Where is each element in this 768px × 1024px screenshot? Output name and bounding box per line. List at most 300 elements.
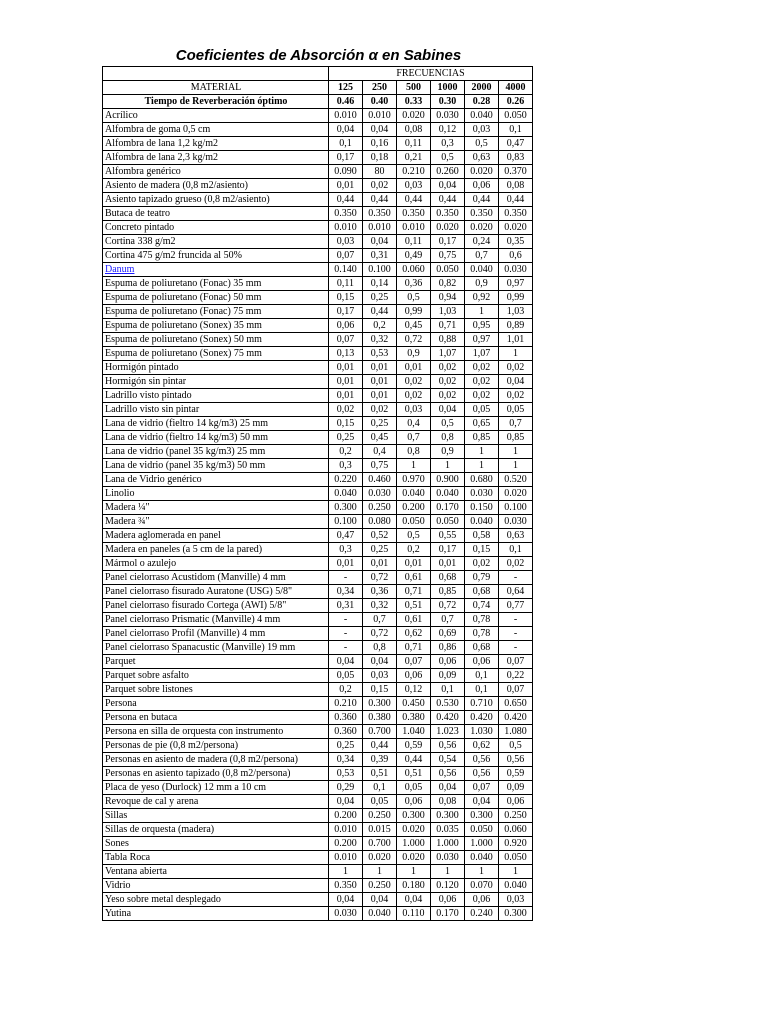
coefficient-cell: 0.020: [499, 221, 533, 235]
coefficient-cell: 1: [465, 305, 499, 319]
coefficient-cell: 0,72: [363, 627, 397, 641]
coefficient-cell: -: [499, 641, 533, 655]
coefficient-cell: 0,99: [397, 305, 431, 319]
coefficient-cell: -: [499, 571, 533, 585]
coefficient-cell: 0,03: [465, 123, 499, 137]
coefficient-cell: 0,1: [499, 543, 533, 557]
coefficient-cell: 0,1: [329, 137, 363, 151]
table-row: [103, 375, 533, 389]
coefficient-cell: 0,07: [499, 683, 533, 697]
coefficient-cell: 0.200: [329, 809, 363, 823]
coefficient-cell: 0,04: [329, 655, 363, 669]
coefficient-cell: 1,03: [499, 305, 533, 319]
coefficient-cell: 0,06: [465, 655, 499, 669]
coefficient-cell: 0,78: [465, 613, 499, 627]
coefficient-cell: 0.050: [499, 851, 533, 865]
table-row: [103, 263, 533, 277]
coefficient-cell: 0.300: [329, 501, 363, 515]
coefficient-cell: 0.050: [465, 823, 499, 837]
coefficient-cell: 0,08: [431, 795, 465, 809]
table-row: [103, 865, 533, 879]
material-name: Acrílico: [103, 109, 329, 123]
coefficient-cell: 0,34: [329, 753, 363, 767]
coefficient-cell: 0,68: [465, 585, 499, 599]
coefficient-cell: 0,01: [329, 557, 363, 571]
coefficient-cell: 0,07: [499, 655, 533, 669]
coefficient-cell: 0,3: [431, 137, 465, 151]
coefficient-cell: 0,62: [397, 627, 431, 641]
coefficient-cell: 0,5: [397, 529, 431, 543]
coefficient-cell: 0,51: [397, 767, 431, 781]
coefficient-cell: 0.250: [363, 809, 397, 823]
coefficient-cell: 0,08: [397, 123, 431, 137]
coefficient-cell: 1,01: [499, 333, 533, 347]
material-name: Persona: [103, 697, 329, 711]
coefficient-cell: 0,22: [499, 669, 533, 683]
coefficient-cell: 0.020: [499, 487, 533, 501]
coefficient-cell: 0.020: [465, 221, 499, 235]
coefficient-cell: 0,6: [499, 249, 533, 263]
table-row: [103, 529, 533, 543]
coefficient-cell: 1.030: [465, 725, 499, 739]
table-row: [103, 179, 533, 193]
coefficient-cell: 0,92: [465, 291, 499, 305]
coefficient-cell: 0,5: [431, 151, 465, 165]
coefficient-cell: 0,02: [431, 375, 465, 389]
coefficient-cell: 0,1: [465, 669, 499, 683]
table-row: [103, 725, 533, 739]
coefficient-cell: 0,01: [329, 361, 363, 375]
material-name: [103, 263, 329, 277]
coefficient-cell: 0.140: [329, 263, 363, 277]
absorption-table: [102, 66, 533, 921]
coefficient-cell: 0,25: [363, 543, 397, 557]
coefficient-cell: 0,8: [431, 431, 465, 445]
coefficient-cell: 0,02: [465, 375, 499, 389]
coefficient-cell: 0,88: [431, 333, 465, 347]
coefficient-cell: 0,78: [465, 627, 499, 641]
coefficient-cell: 0.920: [499, 837, 533, 851]
coefficient-cell: 0,15: [465, 543, 499, 557]
coefficient-cell: 0,51: [363, 767, 397, 781]
coefficient-cell: 0.050: [431, 263, 465, 277]
coefficient-cell: 0,02: [499, 557, 533, 571]
material-name: Alfombra de goma 0,5 cm: [103, 123, 329, 137]
header-row-material: [103, 81, 533, 95]
coefficient-cell: 0,02: [499, 361, 533, 375]
coefficient-cell: 0,25: [329, 739, 363, 753]
coefficient-cell: 0,12: [431, 123, 465, 137]
coefficient-cell: 0.040: [431, 487, 465, 501]
coefficient-cell: 0,01: [329, 179, 363, 193]
optimo-value: 0.46: [329, 95, 363, 109]
coefficient-cell: 1: [329, 865, 363, 879]
coefficient-cell: 0,47: [329, 529, 363, 543]
coefficient-cell: 0.180: [397, 879, 431, 893]
coefficient-cell: 0,69: [431, 627, 465, 641]
coefficient-cell: 0,44: [363, 193, 397, 207]
coefficient-cell: 0.020: [397, 851, 431, 865]
coefficient-cell: 0.010: [363, 109, 397, 123]
coefficient-cell: 1.000: [431, 837, 465, 851]
coefficient-cell: 0.010: [329, 823, 363, 837]
material-name: Personas en asiento de madera (0,8 m2/persona): [103, 753, 329, 767]
coefficient-cell: 0.100: [329, 515, 363, 529]
coefficient-cell: 0,02: [499, 389, 533, 403]
coefficient-cell: 0.170: [431, 501, 465, 515]
table-row: [103, 683, 533, 697]
coefficient-cell: 0,17: [329, 305, 363, 319]
coefficient-cell: 0,15: [329, 417, 363, 431]
coefficient-cell: 0,7: [397, 431, 431, 445]
coefficient-cell: 0.020: [397, 109, 431, 123]
table-row: [103, 249, 533, 263]
coefficient-cell: 0,02: [397, 389, 431, 403]
coefficient-cell: 0.900: [431, 473, 465, 487]
coefficient-cell: 0,52: [363, 529, 397, 543]
table-row: [103, 501, 533, 515]
header-freq: 500: [397, 81, 431, 95]
table-row: [103, 431, 533, 445]
coefficient-cell: 0.240: [465, 907, 499, 921]
material-name: Lana de vidrio (fieltro 14 kg/m3) 50 mm: [103, 431, 329, 445]
coefficient-cell: 0,07: [465, 781, 499, 795]
coefficient-cell: 0,1: [431, 683, 465, 697]
coefficient-cell: 0,06: [329, 319, 363, 333]
coefficient-cell: 0,01: [363, 389, 397, 403]
coefficient-cell: 0.350: [329, 207, 363, 221]
coefficient-cell: 0.040: [465, 109, 499, 123]
table-row: [103, 641, 533, 655]
table-row: [103, 907, 533, 921]
header-freq: 4000: [499, 81, 533, 95]
coefficient-cell: 0,85: [465, 431, 499, 445]
coefficient-cell: 1.000: [465, 837, 499, 851]
coefficient-cell: 0,56: [499, 753, 533, 767]
coefficient-cell: 0.350: [363, 207, 397, 221]
coefficient-cell: 0.015: [363, 823, 397, 837]
table-row: [103, 319, 533, 333]
table-row: [103, 739, 533, 753]
coefficient-cell: 0,61: [397, 613, 431, 627]
coefficient-cell: 0,54: [431, 753, 465, 767]
material-name: Hormigón sin pintar: [103, 375, 329, 389]
coefficient-cell: 0.120: [431, 879, 465, 893]
coefficient-cell: 0,02: [431, 389, 465, 403]
coefficient-cell: 0,04: [363, 123, 397, 137]
coefficient-cell: 0,06: [431, 655, 465, 669]
coefficient-cell: 0,01: [329, 389, 363, 403]
coefficient-cell: 0.150: [465, 501, 499, 515]
material-name: Madera ¾": [103, 515, 329, 529]
table-row: [103, 809, 533, 823]
coefficient-cell: 0,15: [329, 291, 363, 305]
coefficient-cell: 0,09: [431, 669, 465, 683]
coefficient-cell: 0,17: [431, 543, 465, 557]
optimo-value: 0.33: [397, 95, 431, 109]
material-name: Yeso sobre metal desplegado: [103, 893, 329, 907]
coefficient-cell: 0,17: [329, 151, 363, 165]
material-name: Sillas de orquesta (madera): [103, 823, 329, 837]
coefficient-cell: 0,02: [397, 375, 431, 389]
header-freq: 125: [329, 81, 363, 95]
coefficient-cell: 0,04: [397, 893, 431, 907]
coefficient-cell: 0.350: [499, 207, 533, 221]
material-name: Linolio: [103, 487, 329, 501]
coefficient-cell: 0,7: [465, 249, 499, 263]
coefficient-cell: 0,94: [431, 291, 465, 305]
material-name: Sones: [103, 837, 329, 851]
coefficient-cell: 0,24: [465, 235, 499, 249]
coefficient-cell: 0,56: [465, 767, 499, 781]
material-name: Panel cielorraso Spanacustic (Manville) 19 mm: [103, 641, 329, 655]
table-row: [103, 137, 533, 151]
coefficient-cell: 0,05: [465, 403, 499, 417]
coefficient-cell: 0,06: [397, 795, 431, 809]
coefficient-cell: 0.040: [363, 907, 397, 921]
coefficient-cell: 0.250: [363, 501, 397, 515]
coefficient-cell: 0,44: [363, 305, 397, 319]
material-name: Espuma de poliuretano (Fonac) 75 mm: [103, 305, 329, 319]
document-title: Coeficientes de Absorción α en Sabines: [175, 47, 462, 64]
coefficient-cell: 0.350: [329, 879, 363, 893]
coefficient-cell: 0.010: [397, 221, 431, 235]
coefficient-cell: 0.210: [329, 697, 363, 711]
coefficient-cell: 0,72: [431, 599, 465, 613]
coefficient-cell: 0,75: [363, 459, 397, 473]
table-row: [103, 473, 533, 487]
coefficient-cell: 0,02: [465, 361, 499, 375]
coefficient-cell: 0,34: [329, 585, 363, 599]
coefficient-cell: 0,86: [431, 641, 465, 655]
coefficient-cell: 0.020: [431, 221, 465, 235]
coefficient-cell: 1.080: [499, 725, 533, 739]
coefficient-cell: 0,44: [499, 193, 533, 207]
coefficient-cell: 0,49: [397, 249, 431, 263]
coefficient-cell: 0,18: [363, 151, 397, 165]
coefficient-cell: 0,44: [363, 739, 397, 753]
coefficient-cell: 0,1: [499, 123, 533, 137]
coefficient-cell: 0,05: [329, 669, 363, 683]
coefficient-cell: 0,79: [465, 571, 499, 585]
coefficient-cell: 0,4: [363, 445, 397, 459]
coefficient-cell: 0,04: [363, 893, 397, 907]
coefficient-cell: 1,03: [431, 305, 465, 319]
coefficient-cell: 0.200: [329, 837, 363, 851]
coefficient-cell: 0,71: [397, 585, 431, 599]
table-row: [103, 235, 533, 249]
coefficient-cell: 1: [499, 347, 533, 361]
coefficient-cell: 0,09: [499, 781, 533, 795]
coefficient-cell: 0,64: [499, 585, 533, 599]
coefficient-cell: 0,29: [329, 781, 363, 795]
material-name: Parquet: [103, 655, 329, 669]
coefficient-cell: 0,32: [363, 333, 397, 347]
coefficient-cell: 0.420: [499, 711, 533, 725]
material-name: Lana de vidrio (panel 35 kg/m3) 50 mm: [103, 459, 329, 473]
table-row: [103, 165, 533, 179]
coefficient-cell: 0,11: [329, 277, 363, 291]
coefficient-cell: 0,47: [499, 137, 533, 151]
coefficient-cell: 0,25: [363, 417, 397, 431]
coefficient-cell: 0,53: [329, 767, 363, 781]
coefficient-cell: 1: [499, 459, 533, 473]
coefficient-cell: 0.100: [363, 263, 397, 277]
coefficient-cell: 0,06: [431, 893, 465, 907]
coefficient-cell: 0,16: [363, 137, 397, 151]
coefficient-cell: 0,56: [431, 739, 465, 753]
coefficient-cell: 0,44: [329, 193, 363, 207]
coefficient-cell: -: [499, 613, 533, 627]
coefficient-cell: 1: [499, 445, 533, 459]
coefficient-cell: 0.060: [397, 263, 431, 277]
coefficient-cell: 1: [397, 459, 431, 473]
coefficient-cell: 0,32: [363, 599, 397, 613]
coefficient-cell: 0,03: [499, 893, 533, 907]
material-name: Revoque de cal y arena: [103, 795, 329, 809]
coefficient-cell: 1.040: [397, 725, 431, 739]
coefficient-cell: 0,5: [465, 137, 499, 151]
coefficient-cell: 0.050: [431, 515, 465, 529]
coefficient-cell: 0,02: [465, 389, 499, 403]
coefficient-cell: 0.300: [397, 809, 431, 823]
table-row: [103, 291, 533, 305]
coefficient-cell: 0,2: [329, 445, 363, 459]
table-row: [103, 417, 533, 431]
coefficient-cell: 0,44: [431, 193, 465, 207]
material-name: Cortina 338 g/m2: [103, 235, 329, 249]
coefficient-cell: 1.000: [397, 837, 431, 851]
coefficient-cell: 0,02: [465, 557, 499, 571]
coefficient-cell: 0.050: [397, 515, 431, 529]
coefficient-cell: 0,12: [397, 683, 431, 697]
coefficient-cell: 0.300: [431, 809, 465, 823]
coefficient-cell: 0.060: [499, 823, 533, 837]
optimo-row: [103, 95, 533, 109]
coefficient-cell: 1,07: [431, 347, 465, 361]
material-name: Espuma de poliuretano (Fonac) 50 mm: [103, 291, 329, 305]
material-name: Personas de pie (0,8 m2/persona): [103, 739, 329, 753]
table-row: [103, 515, 533, 529]
coefficient-cell: 0,01: [363, 375, 397, 389]
coefficient-cell: 0,3: [329, 459, 363, 473]
coefficient-cell: -: [329, 613, 363, 627]
material-name: Ladrillo visto sin pintar: [103, 403, 329, 417]
coefficient-cell: 0.010: [329, 109, 363, 123]
coefficient-cell: 0.040: [465, 515, 499, 529]
coefficient-cell: 0,05: [397, 781, 431, 795]
coefficient-cell: 0.200: [397, 501, 431, 515]
coefficient-cell: 0.700: [363, 725, 397, 739]
coefficient-cell: 0,71: [431, 319, 465, 333]
material-name: Panel cielorraso Acustidom (Manville) 4 mm: [103, 571, 329, 585]
coefficient-cell: 0,2: [329, 683, 363, 697]
coefficient-cell: 0,68: [465, 641, 499, 655]
coefficient-cell: 0.070: [465, 879, 499, 893]
coefficient-cell: 0,62: [465, 739, 499, 753]
coefficient-cell: 0.650: [499, 697, 533, 711]
coefficient-cell: 0,01: [363, 557, 397, 571]
table-row: [103, 109, 533, 123]
table-row: [103, 151, 533, 165]
coefficient-cell: 0.350: [397, 207, 431, 221]
material-name: Espuma de poliuretano (Sonex) 50 mm: [103, 333, 329, 347]
table-row: [103, 347, 533, 361]
coefficient-cell: 0,5: [499, 739, 533, 753]
coefficient-cell: 1: [465, 459, 499, 473]
table-row: [103, 221, 533, 235]
coefficient-cell: 0.080: [363, 515, 397, 529]
table-row: [103, 795, 533, 809]
coefficient-cell: 0,04: [465, 795, 499, 809]
material-name: Vidrio: [103, 879, 329, 893]
coefficient-cell: 0,95: [465, 319, 499, 333]
coefficient-cell: 0,04: [431, 179, 465, 193]
coefficient-cell: 0,01: [329, 375, 363, 389]
coefficient-cell: 0,65: [465, 417, 499, 431]
material-name: Mármol o azulejo: [103, 557, 329, 571]
coefficient-cell: 0.020: [397, 823, 431, 837]
coefficient-cell: 0,3: [329, 543, 363, 557]
coefficient-cell: 0,56: [431, 767, 465, 781]
header-freq: 250: [363, 81, 397, 95]
coefficient-cell: 0,5: [397, 291, 431, 305]
coefficient-cell: 0,14: [363, 277, 397, 291]
coefficient-cell: 0,55: [431, 529, 465, 543]
coefficient-cell: 0,07: [329, 333, 363, 347]
coefficient-cell: 0,07: [397, 655, 431, 669]
material-link[interactable]: Danum: [105, 263, 135, 275]
coefficient-cell: 0.360: [329, 725, 363, 739]
coefficient-cell: 0,45: [363, 431, 397, 445]
table-row: [103, 599, 533, 613]
coefficient-cell: 0,03: [397, 403, 431, 417]
coefficient-cell: 0.710: [465, 697, 499, 711]
table-row: [103, 277, 533, 291]
header-material: MATERIAL: [103, 81, 329, 95]
coefficient-cell: 0.530: [431, 697, 465, 711]
coefficient-cell: -: [329, 571, 363, 585]
coefficient-cell: 0,07: [329, 249, 363, 263]
material-name: Panel cielorraso fisurado Auratone (USG) 5/8": [103, 585, 329, 599]
coefficient-cell: 0,7: [499, 417, 533, 431]
material-name: Panel cielorraso Prismatic (Manville) 4 mm: [103, 613, 329, 627]
table-row: [103, 697, 533, 711]
table-row: [103, 487, 533, 501]
coefficient-cell: 0,5: [431, 417, 465, 431]
table-row: [103, 459, 533, 473]
material-name: Ladrillo visto pintado: [103, 389, 329, 403]
material-name: Tabla Roca: [103, 851, 329, 865]
coefficient-cell: 0,77: [499, 599, 533, 613]
coefficient-cell: 0,44: [465, 193, 499, 207]
coefficient-cell: 0,8: [363, 641, 397, 655]
coefficient-cell: 0.680: [465, 473, 499, 487]
material-name: Parquet sobre listones: [103, 683, 329, 697]
coefficient-cell: 1: [465, 445, 499, 459]
coefficient-cell: 0,82: [431, 277, 465, 291]
coefficient-cell: 0.460: [363, 473, 397, 487]
coefficient-cell: 0,4: [397, 417, 431, 431]
coefficient-cell: 0.030: [431, 109, 465, 123]
coefficient-cell: 0,97: [465, 333, 499, 347]
coefficient-cell: 0,04: [329, 123, 363, 137]
coefficient-cell: 0,71: [397, 641, 431, 655]
coefficient-cell: 0.020: [363, 851, 397, 865]
material-name: Panel cielorraso Profil (Manville) 4 mm: [103, 627, 329, 641]
material-name: Espuma de poliuretano (Fonac) 35 mm: [103, 277, 329, 291]
coefficient-cell: 0,01: [397, 557, 431, 571]
